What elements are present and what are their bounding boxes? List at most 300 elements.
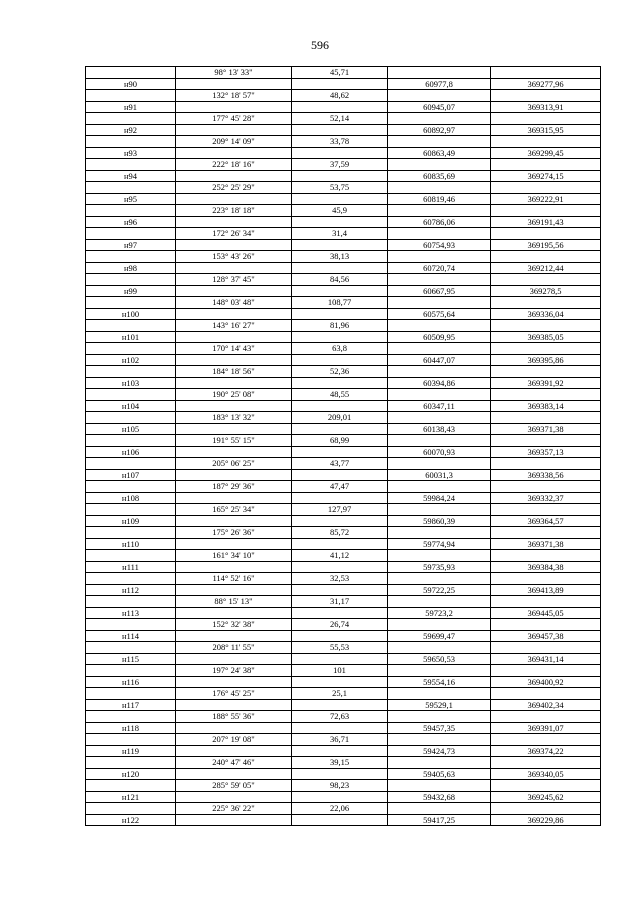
angle-cell bbox=[176, 216, 292, 228]
point-row bbox=[86, 262, 601, 274]
y-coordinate-cell bbox=[491, 573, 601, 585]
point-name-cell: н119 bbox=[86, 745, 176, 757]
length-cell bbox=[292, 446, 388, 458]
angle-cell: 98° 13' 33" bbox=[176, 67, 292, 79]
x-coordinate-cell bbox=[388, 182, 491, 194]
point-name-cell: н111 bbox=[86, 561, 176, 573]
x-coordinate-cell: 60835,69 bbox=[388, 170, 491, 182]
length-cell bbox=[292, 745, 388, 757]
y-coordinate-cell: 369371,38 bbox=[491, 423, 601, 435]
length-cell: 37,59 bbox=[292, 159, 388, 171]
point-name-cell: н96 bbox=[86, 216, 176, 228]
length-cell bbox=[292, 607, 388, 619]
point-name-cell: н114 bbox=[86, 630, 176, 642]
point-row bbox=[86, 124, 601, 136]
point-name-cell bbox=[86, 573, 176, 585]
point-row bbox=[86, 239, 601, 251]
y-coordinate-cell: 369402,34 bbox=[491, 699, 601, 711]
y-coordinate-cell: 369384,38 bbox=[491, 561, 601, 573]
point-name-cell: н92 bbox=[86, 124, 176, 136]
angle-cell bbox=[176, 331, 292, 343]
y-coordinate-cell bbox=[491, 67, 601, 79]
length-cell: 45,71 bbox=[292, 67, 388, 79]
x-coordinate-cell bbox=[388, 757, 491, 769]
length-cell: 32,53 bbox=[292, 573, 388, 585]
point-row bbox=[86, 423, 601, 435]
x-coordinate-cell bbox=[388, 113, 491, 125]
length-cell bbox=[292, 814, 388, 826]
y-coordinate-cell bbox=[491, 90, 601, 102]
length-cell: 85,72 bbox=[292, 527, 388, 539]
angle-cell: 222° 18' 16" bbox=[176, 159, 292, 171]
length-cell: 98,23 bbox=[292, 780, 388, 792]
length-cell: 26,74 bbox=[292, 619, 388, 631]
angle-cell bbox=[176, 814, 292, 826]
y-coordinate-cell: 369222,91 bbox=[491, 193, 601, 205]
segment-row bbox=[86, 67, 601, 79]
x-coordinate-cell: 60138,43 bbox=[388, 423, 491, 435]
point-name-cell bbox=[86, 274, 176, 286]
point-name-cell bbox=[86, 596, 176, 608]
y-coordinate-cell bbox=[491, 481, 601, 493]
y-coordinate-cell: 369338,56 bbox=[491, 469, 601, 481]
length-cell bbox=[292, 331, 388, 343]
point-name-cell bbox=[86, 504, 176, 516]
point-name-cell bbox=[86, 527, 176, 539]
point-name-cell bbox=[86, 757, 176, 769]
length-cell bbox=[292, 239, 388, 251]
angle-cell: 176° 45' 25" bbox=[176, 688, 292, 700]
point-name-cell: н90 bbox=[86, 78, 176, 90]
point-name-cell bbox=[86, 734, 176, 746]
length-cell bbox=[292, 653, 388, 665]
y-coordinate-cell: 369299,45 bbox=[491, 147, 601, 159]
x-coordinate-cell: 60394,86 bbox=[388, 377, 491, 389]
angle-cell: 128° 37' 45" bbox=[176, 274, 292, 286]
angle-cell: 88° 15' 13" bbox=[176, 596, 292, 608]
y-coordinate-cell: 369445,05 bbox=[491, 607, 601, 619]
x-coordinate-cell bbox=[388, 366, 491, 378]
x-coordinate-cell bbox=[388, 803, 491, 815]
y-coordinate-cell: 369457,38 bbox=[491, 630, 601, 642]
angle-cell: 114° 52' 16" bbox=[176, 573, 292, 585]
y-coordinate-cell: 369374,22 bbox=[491, 745, 601, 757]
y-coordinate-cell bbox=[491, 734, 601, 746]
segment-row bbox=[86, 228, 601, 240]
y-coordinate-cell: 369332,37 bbox=[491, 492, 601, 504]
segment-row bbox=[86, 550, 601, 562]
x-coordinate-cell bbox=[388, 527, 491, 539]
y-coordinate-cell: 369364,57 bbox=[491, 515, 601, 527]
x-coordinate-cell bbox=[388, 205, 491, 217]
x-coordinate-cell bbox=[388, 159, 491, 171]
x-coordinate-cell bbox=[388, 297, 491, 309]
point-row bbox=[86, 400, 601, 412]
point-row bbox=[86, 216, 601, 228]
length-cell bbox=[292, 584, 388, 596]
angle-cell: 172° 26' 34" bbox=[176, 228, 292, 240]
x-coordinate-cell: 60720,74 bbox=[388, 262, 491, 274]
angle-cell: 191° 55' 15" bbox=[176, 435, 292, 447]
y-coordinate-cell bbox=[491, 435, 601, 447]
angle-cell: 175° 26' 36" bbox=[176, 527, 292, 539]
length-cell bbox=[292, 561, 388, 573]
x-coordinate-cell bbox=[388, 711, 491, 723]
x-coordinate-cell bbox=[388, 550, 491, 562]
point-name-cell bbox=[86, 803, 176, 815]
angle-cell bbox=[176, 423, 292, 435]
length-cell bbox=[292, 423, 388, 435]
angle-cell bbox=[176, 354, 292, 366]
y-coordinate-cell: 369315,95 bbox=[491, 124, 601, 136]
angle-cell: 208° 11' 55" bbox=[176, 642, 292, 654]
length-cell bbox=[292, 699, 388, 711]
x-coordinate-cell: 60977,8 bbox=[388, 78, 491, 90]
y-coordinate-cell bbox=[491, 274, 601, 286]
y-coordinate-cell: 369274,15 bbox=[491, 170, 601, 182]
y-coordinate-cell: 369340,05 bbox=[491, 768, 601, 780]
length-cell: 47,47 bbox=[292, 481, 388, 493]
x-coordinate-cell: 60863,49 bbox=[388, 147, 491, 159]
angle-cell bbox=[176, 745, 292, 757]
y-coordinate-cell bbox=[491, 527, 601, 539]
x-coordinate-cell: 60575,64 bbox=[388, 308, 491, 320]
point-row bbox=[86, 538, 601, 550]
length-cell bbox=[292, 262, 388, 274]
point-name-cell: н115 bbox=[86, 653, 176, 665]
x-coordinate-cell: 59529,1 bbox=[388, 699, 491, 711]
angle-cell bbox=[176, 124, 292, 136]
point-row bbox=[86, 331, 601, 343]
segment-row bbox=[86, 320, 601, 332]
point-row bbox=[86, 653, 601, 665]
point-name-cell: н98 bbox=[86, 262, 176, 274]
y-coordinate-cell bbox=[491, 803, 601, 815]
angle-cell bbox=[176, 561, 292, 573]
point-row bbox=[86, 469, 601, 481]
length-cell: 72,63 bbox=[292, 711, 388, 723]
point-name-cell bbox=[86, 665, 176, 677]
length-cell: 63,8 bbox=[292, 343, 388, 355]
length-cell bbox=[292, 492, 388, 504]
angle-cell bbox=[176, 377, 292, 389]
y-coordinate-cell: 369357,13 bbox=[491, 446, 601, 458]
y-coordinate-cell bbox=[491, 389, 601, 401]
length-cell bbox=[292, 170, 388, 182]
angle-cell bbox=[176, 101, 292, 113]
y-coordinate-cell: 369391,92 bbox=[491, 377, 601, 389]
point-name-cell: н122 bbox=[86, 814, 176, 826]
x-coordinate-cell: 60070,93 bbox=[388, 446, 491, 458]
point-row bbox=[86, 814, 601, 826]
segment-row bbox=[86, 711, 601, 723]
x-coordinate-cell: 60786,06 bbox=[388, 216, 491, 228]
point-name-cell: н103 bbox=[86, 377, 176, 389]
point-name-cell: н99 bbox=[86, 285, 176, 297]
segment-row bbox=[86, 389, 601, 401]
x-coordinate-cell bbox=[388, 412, 491, 424]
x-coordinate-cell bbox=[388, 596, 491, 608]
segment-row bbox=[86, 251, 601, 263]
point-name-cell bbox=[86, 366, 176, 378]
angle-cell bbox=[176, 515, 292, 527]
point-name-cell: н102 bbox=[86, 354, 176, 366]
segment-row bbox=[86, 780, 601, 792]
angle-cell: 143° 16' 27" bbox=[176, 320, 292, 332]
point-row bbox=[86, 584, 601, 596]
x-coordinate-cell: 59699,47 bbox=[388, 630, 491, 642]
length-cell bbox=[292, 400, 388, 412]
angle-cell bbox=[176, 653, 292, 665]
angle-cell bbox=[176, 607, 292, 619]
x-coordinate-cell bbox=[388, 665, 491, 677]
angle-cell bbox=[176, 630, 292, 642]
y-coordinate-cell bbox=[491, 504, 601, 516]
x-coordinate-cell bbox=[388, 504, 491, 516]
angle-cell bbox=[176, 147, 292, 159]
segment-row bbox=[86, 757, 601, 769]
x-coordinate-cell bbox=[388, 67, 491, 79]
y-coordinate-cell bbox=[491, 596, 601, 608]
x-coordinate-cell: 59723,2 bbox=[388, 607, 491, 619]
segment-row bbox=[86, 435, 601, 447]
length-cell bbox=[292, 791, 388, 803]
point-name-cell bbox=[86, 642, 176, 654]
angle-cell: 223° 18' 18" bbox=[176, 205, 292, 217]
point-name-cell bbox=[86, 619, 176, 631]
y-coordinate-cell bbox=[491, 619, 601, 631]
segment-row bbox=[86, 481, 601, 493]
x-coordinate-cell: 59650,53 bbox=[388, 653, 491, 665]
length-cell bbox=[292, 101, 388, 113]
point-row bbox=[86, 745, 601, 757]
point-name-cell: н117 bbox=[86, 699, 176, 711]
segment-row bbox=[86, 182, 601, 194]
angle-cell bbox=[176, 262, 292, 274]
y-coordinate-cell: 369431,14 bbox=[491, 653, 601, 665]
angle-cell bbox=[176, 170, 292, 182]
segment-row bbox=[86, 297, 601, 309]
x-coordinate-cell: 59984,24 bbox=[388, 492, 491, 504]
length-cell: 52,36 bbox=[292, 366, 388, 378]
point-name-cell: н112 bbox=[86, 584, 176, 596]
point-name-cell bbox=[86, 159, 176, 171]
length-cell: 31,4 bbox=[292, 228, 388, 240]
angle-cell bbox=[176, 791, 292, 803]
angle-cell: 184° 18' 56" bbox=[176, 366, 292, 378]
segment-row bbox=[86, 665, 601, 677]
segment-row bbox=[86, 803, 601, 815]
y-coordinate-cell bbox=[491, 113, 601, 125]
length-cell bbox=[292, 377, 388, 389]
point-name-cell: н94 bbox=[86, 170, 176, 182]
segment-row bbox=[86, 274, 601, 286]
length-cell: 81,96 bbox=[292, 320, 388, 332]
point-row bbox=[86, 285, 601, 297]
point-row bbox=[86, 101, 601, 113]
length-cell bbox=[292, 124, 388, 136]
x-coordinate-cell bbox=[388, 136, 491, 148]
point-row bbox=[86, 676, 601, 688]
y-coordinate-cell bbox=[491, 550, 601, 562]
point-row bbox=[86, 768, 601, 780]
angle-cell: 209° 14' 09" bbox=[176, 136, 292, 148]
point-name-cell bbox=[86, 90, 176, 102]
length-cell: 52,14 bbox=[292, 113, 388, 125]
x-coordinate-cell bbox=[388, 734, 491, 746]
length-cell: 127,97 bbox=[292, 504, 388, 516]
length-cell: 45,9 bbox=[292, 205, 388, 217]
angle-cell: 207° 19' 08" bbox=[176, 734, 292, 746]
angle-cell bbox=[176, 492, 292, 504]
length-cell bbox=[292, 538, 388, 550]
x-coordinate-cell bbox=[388, 619, 491, 631]
segment-row bbox=[86, 527, 601, 539]
x-coordinate-cell bbox=[388, 251, 491, 263]
point-name-cell bbox=[86, 205, 176, 217]
x-coordinate-cell: 59432,68 bbox=[388, 791, 491, 803]
angle-cell bbox=[176, 400, 292, 412]
point-row bbox=[86, 78, 601, 90]
point-name-cell bbox=[86, 435, 176, 447]
x-coordinate-cell: 60819,46 bbox=[388, 193, 491, 205]
point-row bbox=[86, 193, 601, 205]
angle-cell: 197° 24' 38" bbox=[176, 665, 292, 677]
length-cell bbox=[292, 193, 388, 205]
x-coordinate-cell: 59774,94 bbox=[388, 538, 491, 550]
coordinates-table-body bbox=[86, 67, 601, 826]
point-row bbox=[86, 492, 601, 504]
point-name-cell: н121 bbox=[86, 791, 176, 803]
point-name-cell: н106 bbox=[86, 446, 176, 458]
y-coordinate-cell: 369413,89 bbox=[491, 584, 601, 596]
length-cell bbox=[292, 722, 388, 734]
length-cell: 55,53 bbox=[292, 642, 388, 654]
angle-cell: 225° 36' 22" bbox=[176, 803, 292, 815]
x-coordinate-cell: 59722,25 bbox=[388, 584, 491, 596]
x-coordinate-cell bbox=[388, 90, 491, 102]
y-coordinate-cell bbox=[491, 182, 601, 194]
length-cell bbox=[292, 285, 388, 297]
point-row bbox=[86, 791, 601, 803]
x-coordinate-cell bbox=[388, 343, 491, 355]
y-coordinate-cell: 369277,96 bbox=[491, 78, 601, 90]
x-coordinate-cell: 60031,3 bbox=[388, 469, 491, 481]
point-row bbox=[86, 699, 601, 711]
coordinates-table bbox=[85, 66, 601, 826]
point-name-cell: н104 bbox=[86, 400, 176, 412]
y-coordinate-cell: 369191,43 bbox=[491, 216, 601, 228]
point-row bbox=[86, 630, 601, 642]
y-coordinate-cell bbox=[491, 297, 601, 309]
point-name-cell bbox=[86, 412, 176, 424]
point-name-cell bbox=[86, 136, 176, 148]
x-coordinate-cell bbox=[388, 228, 491, 240]
y-coordinate-cell bbox=[491, 205, 601, 217]
x-coordinate-cell bbox=[388, 481, 491, 493]
segment-row bbox=[86, 90, 601, 102]
x-coordinate-cell: 59554,16 bbox=[388, 676, 491, 688]
angle-cell bbox=[176, 78, 292, 90]
segment-row bbox=[86, 113, 601, 125]
angle-cell bbox=[176, 584, 292, 596]
angle-cell: 170° 14' 43" bbox=[176, 343, 292, 355]
y-coordinate-cell bbox=[491, 642, 601, 654]
point-name-cell: н108 bbox=[86, 492, 176, 504]
x-coordinate-cell bbox=[388, 458, 491, 470]
angle-cell: 188° 55' 36" bbox=[176, 711, 292, 723]
point-name-cell: н118 bbox=[86, 722, 176, 734]
point-name-cell: н110 bbox=[86, 538, 176, 550]
segment-row bbox=[86, 619, 601, 631]
segment-row bbox=[86, 136, 601, 148]
x-coordinate-cell: 60509,95 bbox=[388, 331, 491, 343]
length-cell: 68,99 bbox=[292, 435, 388, 447]
point-name-cell: н107 bbox=[86, 469, 176, 481]
point-name-cell bbox=[86, 389, 176, 401]
x-coordinate-cell: 60892,97 bbox=[388, 124, 491, 136]
segment-row bbox=[86, 573, 601, 585]
point-name-cell bbox=[86, 113, 176, 125]
x-coordinate-cell: 59457,35 bbox=[388, 722, 491, 734]
length-cell bbox=[292, 676, 388, 688]
angle-cell: 285° 59' 05" bbox=[176, 780, 292, 792]
point-name-cell: н101 bbox=[86, 331, 176, 343]
length-cell: 33,78 bbox=[292, 136, 388, 148]
y-coordinate-cell bbox=[491, 159, 601, 171]
point-row bbox=[86, 354, 601, 366]
point-name-cell bbox=[86, 343, 176, 355]
y-coordinate-cell bbox=[491, 228, 601, 240]
segment-row bbox=[86, 504, 601, 516]
x-coordinate-cell bbox=[388, 320, 491, 332]
point-name-cell bbox=[86, 67, 176, 79]
point-name-cell bbox=[86, 550, 176, 562]
x-coordinate-cell: 59405,63 bbox=[388, 768, 491, 780]
segment-row bbox=[86, 205, 601, 217]
angle-cell: 240° 47' 46" bbox=[176, 757, 292, 769]
y-coordinate-cell bbox=[491, 343, 601, 355]
point-row bbox=[86, 446, 601, 458]
point-name-cell bbox=[86, 780, 176, 792]
x-coordinate-cell bbox=[388, 573, 491, 585]
angle-cell bbox=[176, 193, 292, 205]
point-row bbox=[86, 561, 601, 573]
x-coordinate-cell bbox=[388, 780, 491, 792]
y-coordinate-cell: 369212,44 bbox=[491, 262, 601, 274]
length-cell: 209,01 bbox=[292, 412, 388, 424]
point-row bbox=[86, 722, 601, 734]
point-name-cell bbox=[86, 711, 176, 723]
point-name-cell bbox=[86, 320, 176, 332]
y-coordinate-cell bbox=[491, 757, 601, 769]
segment-row bbox=[86, 412, 601, 424]
angle-cell bbox=[176, 699, 292, 711]
angle-cell bbox=[176, 239, 292, 251]
point-row bbox=[86, 377, 601, 389]
angle-cell bbox=[176, 676, 292, 688]
point-name-cell: н109 bbox=[86, 515, 176, 527]
x-coordinate-cell: 60447,07 bbox=[388, 354, 491, 366]
angle-cell: 132° 18' 57" bbox=[176, 90, 292, 102]
point-row bbox=[86, 308, 601, 320]
length-cell: 22,06 bbox=[292, 803, 388, 815]
x-coordinate-cell: 60347,11 bbox=[388, 400, 491, 412]
point-name-cell: н100 bbox=[86, 308, 176, 320]
angle-cell: 165° 25' 34" bbox=[176, 504, 292, 516]
angle-cell: 152° 32' 38" bbox=[176, 619, 292, 631]
length-cell: 108,77 bbox=[292, 297, 388, 309]
